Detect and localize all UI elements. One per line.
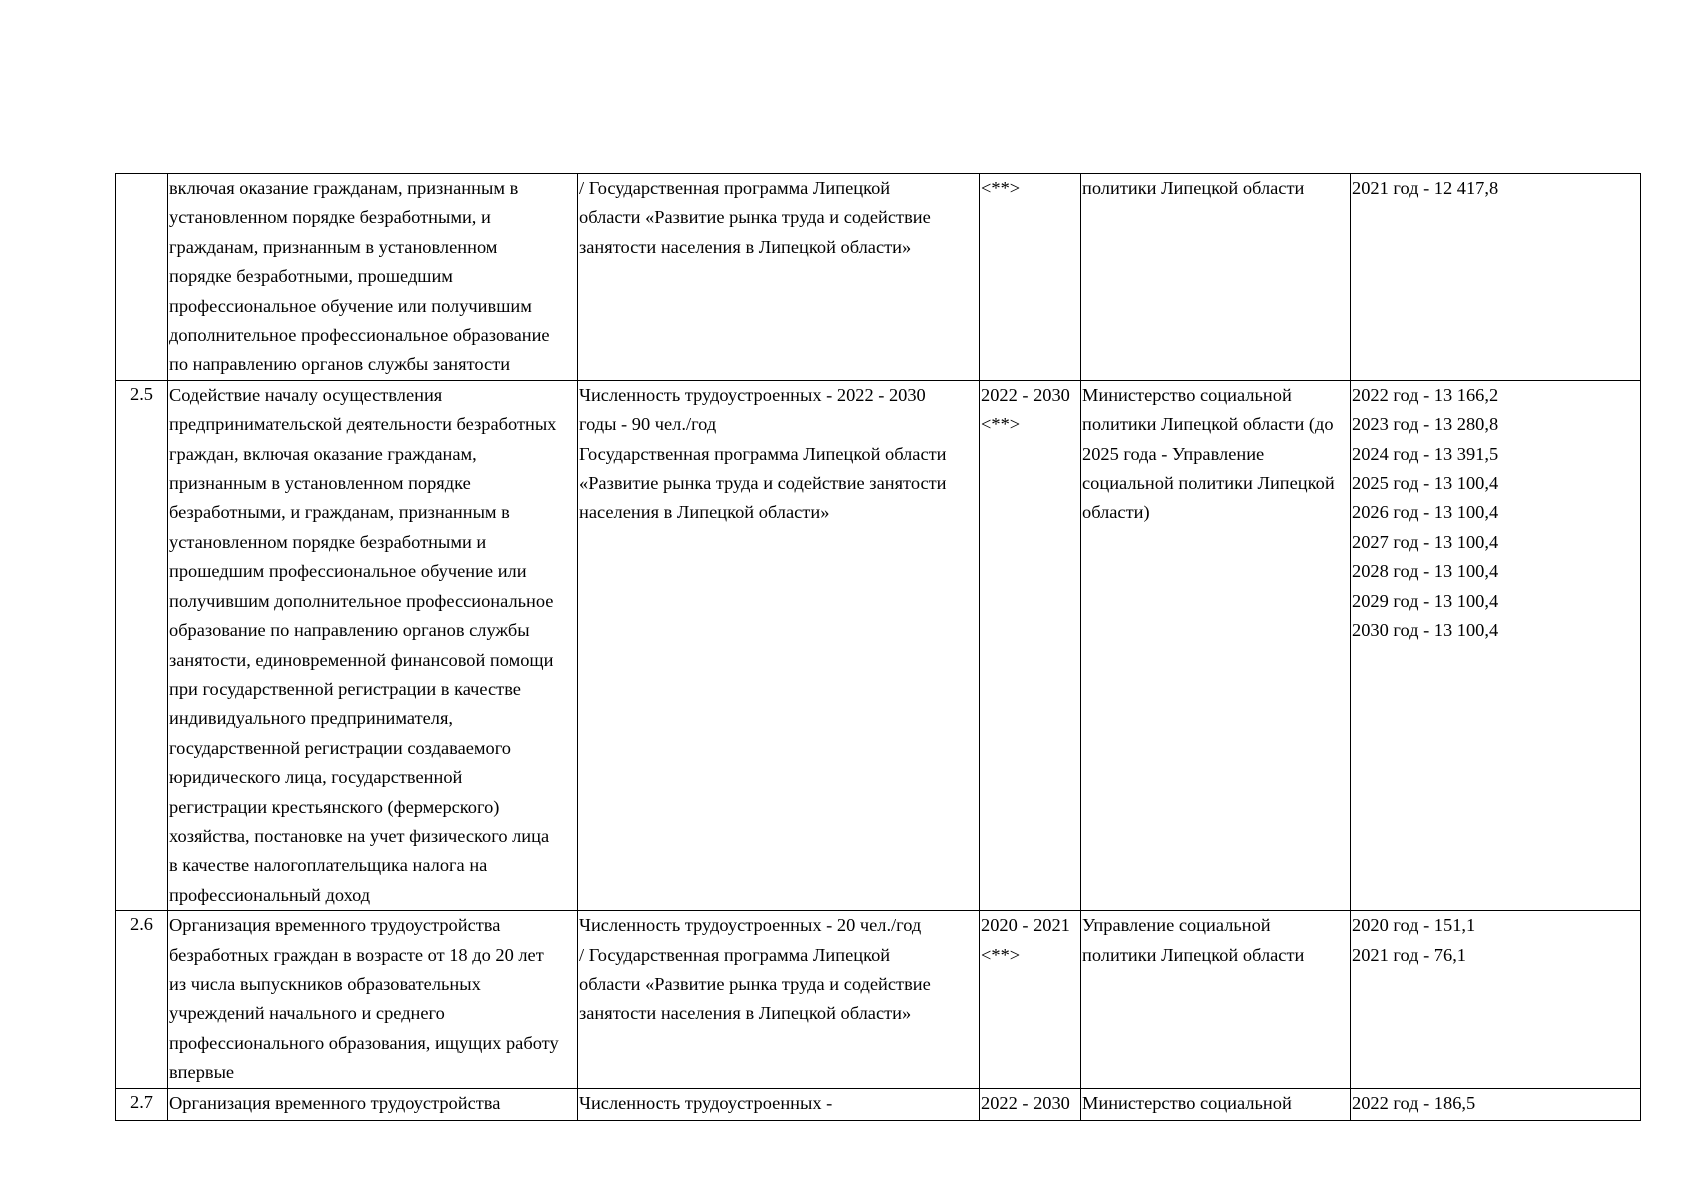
row-number: 2.6 [116,911,168,1088]
row-number [116,174,168,381]
row-number: 2.7 [116,1088,168,1120]
activity-cell: Организация временного трудоустройства [168,1088,578,1120]
row-number: 2.5 [116,380,168,910]
funding-cell: 2021 год - 12 417,8 [1351,174,1641,381]
period-cell: <**> [980,174,1081,381]
table-row [116,174,1641,381]
document-table [115,173,1641,1121]
activity-cell: Организация временного трудоустройства безработных граждан в возрасте от 18 до 20 лет из числа выпускников образовательных учреждений начального и среднего профессионального образования, ищущих работу впервые [168,911,578,1088]
table-row [116,380,1641,910]
activity-cell: включая оказание гражданам, признанным в установленном порядке безработными, и гражданам, признанным в установленном порядке безработными, прошедшим профессиональное обучение или получившим дополнительное профессиональное образование по направлению органов службы занятости [168,174,578,381]
executor-cell: политики Липецкой области [1081,174,1351,381]
funding-cell: 2022 год - 13 166,2 2023 год - 13 280,8 2024 год - 13 391,5 2025 год - 13 100,4 2026 год - 13 100,4 2027 год - 13 100,4 2028 год - 13 100,4 2029 год - 13 100,4 2030 год - 13 100,4 [1351,380,1641,910]
table-row [116,1088,1641,1120]
executor-cell: Министерство социальной [1081,1088,1351,1120]
indicator-cell: Численность трудоустроенных - [578,1088,980,1120]
period-cell: 2020 - 2021 <**> [980,911,1081,1088]
indicator-cell: Численность трудоустроенных - 20 чел./год / Государственная программа Липецкой области «Развитие рынка труда и содействие занятости населения в Липецкой области» [578,911,980,1088]
executor-cell: Управление социальной политики Липецкой области [1081,911,1351,1088]
period-cell: 2022 - 2030 <**> [980,380,1081,910]
funding-cell: 2020 год - 151,1 2021 год - 76,1 [1351,911,1641,1088]
indicator-cell: / Государственная программа Липецкой области «Развитие рынка труда и содействие занятости населения в Липецкой области» [578,174,980,381]
table-row [116,911,1641,1088]
funding-cell: 2022 год - 186,5 [1351,1088,1641,1120]
activity-cell: Содействие началу осуществления предпринимательской деятельности безработных граждан, включая оказание гражданам, признанным в установленном порядке безработными, и гражданам, признанным в установленном порядке безработными и прошедшим профессиональное обучение или получившим дополнительное профессиональное образование по направлению органов службы занятости, единовременной финансовой помощи при государственной регистрации в качестве индивидуального предпринимателя, государственной регистрации создаваемого юридического лица, государственной регистрации крестьянского (фермерского) хозяйства, постановке на учет физического лица в качестве налогоплательщика налога на профессиональный доход [168,380,578,910]
executor-cell: Министерство социальной политики Липецкой области (до 2025 года - Управление социальной политики Липецкой области) [1081,380,1351,910]
period-cell: 2022 - 2030 [980,1088,1081,1120]
indicator-cell: Численность трудоустроенных - 2022 - 2030 годы - 90 чел./год Государственная программа Липецкой области «Развитие рынка труда и содействие занятости населения в Липецкой области» [578,380,980,910]
